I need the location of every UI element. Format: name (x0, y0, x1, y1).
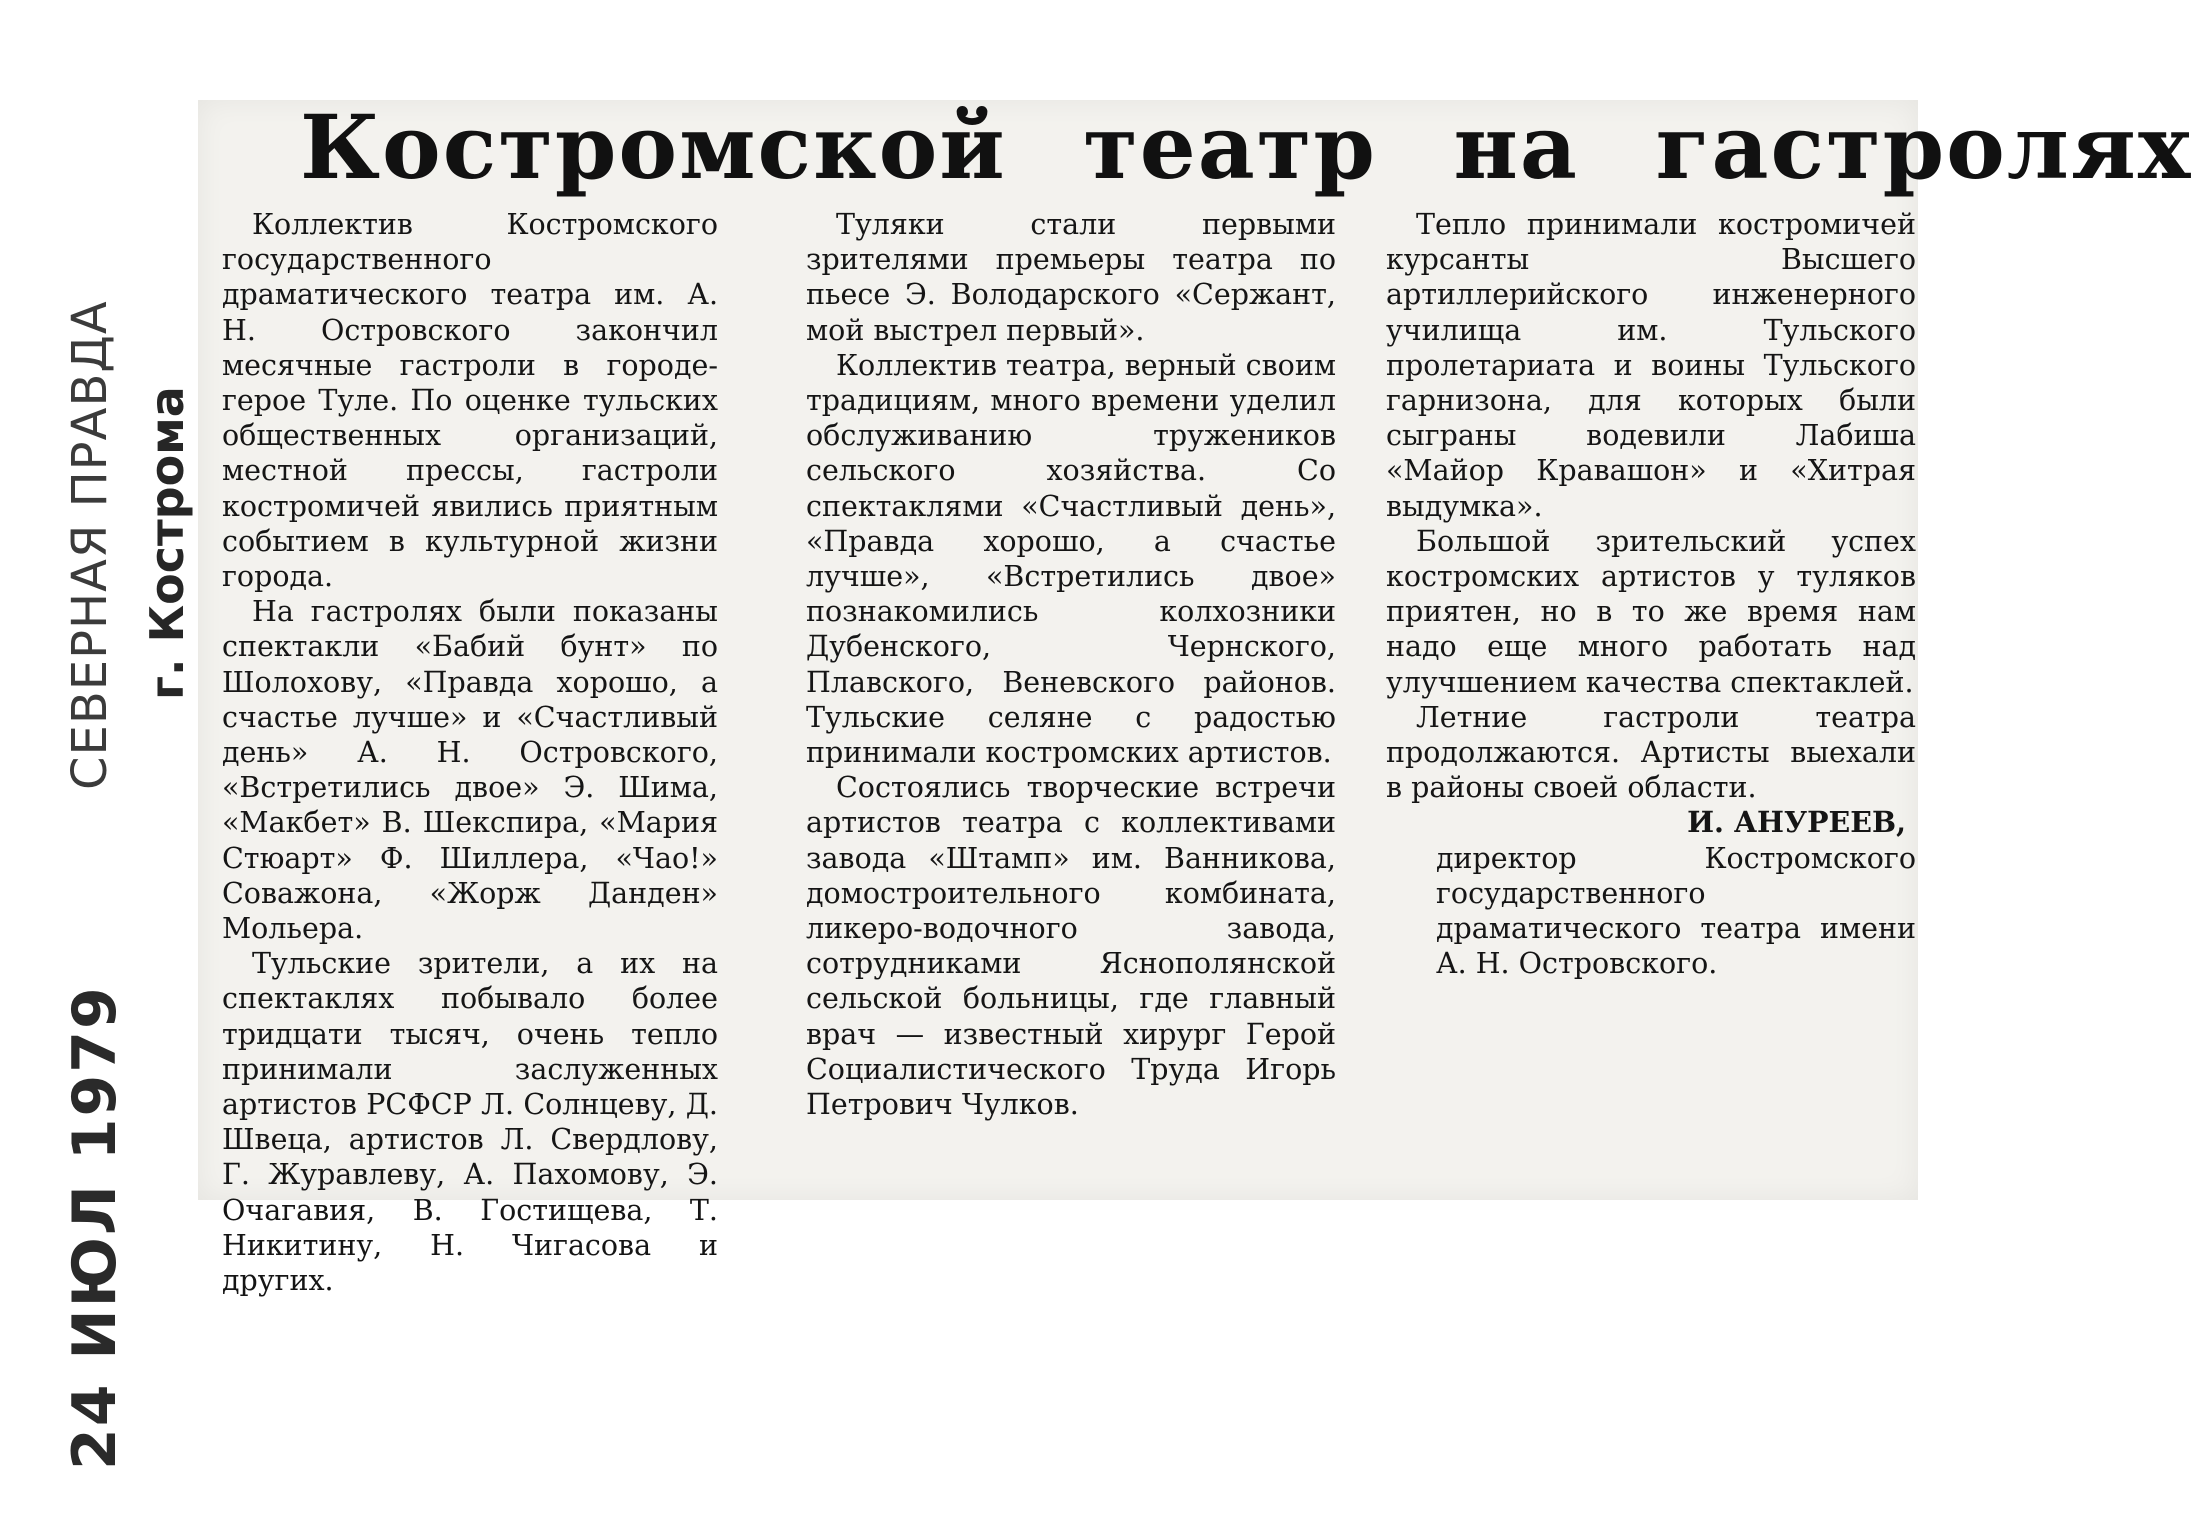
article-headline: Костромской театр на гастролях (300, 95, 2192, 199)
author-title: директор Костромского государственного драматического театра имени А. Н. Островского. (1436, 841, 1916, 981)
newspaper-name-stamp: СЕВЕРНАЯ ПРАВДА (62, 300, 118, 790)
author-signature: И. АНУРЕЕВ, (1687, 805, 1906, 840)
paragraph: Коллектив театра, верный своим традициям, много времени уделил обслуживанию тружеников сельского хозяйства. Со спектаклями «Счастливый день», «Правда хорошо, а счастье лучше», «Встретились двое» познакомились колхозники Дубенского, Чернского, Плавского, Веневского районов. Тульские селяне с радостью принимали костромских артистов. (806, 348, 1336, 770)
article-column-3 (1386, 207, 1916, 981)
date-stamp: 24 ИЮЛ 1979 (60, 985, 130, 1470)
paragraph: Состоялись творческие встречи артистов театра с коллективами завода «Штамп» им. Ванникова, домостроительного комбината, ликеро-водочного завода, сотрудниками Яснополянской сельской больницы, где главный врач — известный хирург Герой Социалистического Труда Игорь Петрович Чулков. (806, 771, 1336, 1122)
paragraph: Летние гастроли театра продолжаются. Артисты выехали в районы своей области. (1386, 700, 1916, 805)
city-stamp: г. Кострома (140, 386, 194, 700)
article-column-2 (806, 207, 1336, 1122)
paragraph: На гастролях были показаны спектакли «Бабий бунт» по Шолохову, «Правда хорошо, а счастье лучше» и «Счастливый день» А. Н. Островского, «Встретились двое» Э. Шима, «Макбет» В. Шекспира, «Мария Стюарт» Ф. Шиллера, «Чао!» Соважона, «Жорж Данден» Мольера. (222, 595, 718, 946)
paragraph: Коллектив Костромского государственного драматического театра им. А. Н. Островского закончил месячные гастроли в городе-герое Туле. По оценке тульских общественных организаций, местной прессы, гастроли костромичей явились приятным событием в культурной жизни города. (222, 208, 718, 594)
paragraph: Большой зрительский успех костромских артистов у туляков приятен, но в то же время нам надо еще много работать над улучшением качества спектаклей. (1386, 524, 1916, 699)
paragraph: Тепло принимали костромичей курсанты Высшего артиллерийского инженерного училища им. Тульского пролетариата и воины Тульского гарнизона, для которых были сыграны водевили Лабиша «Майор Кравашон» и «Хитрая выдумка». (1386, 208, 1916, 523)
paragraph: Тульские зрители, а их на спектаклях побывало более тридцати тысяч, очень тепло принимали заслуженных артистов РСФСР Л. Солнцеву, Д. Швеца, артистов Л. Свердлову, Г. Журавлеву, А. Пахомову, Э. Очагавия, В. Гостищева, Т. Никитину, Н. Чигасова и других. (222, 947, 718, 1298)
article-column-1 (222, 207, 718, 1298)
paragraph: Туляки стали первыми зрителями премьеры театра по пьесе Э. Володарского «Сержант, мой выстрел первый». (806, 208, 1336, 347)
